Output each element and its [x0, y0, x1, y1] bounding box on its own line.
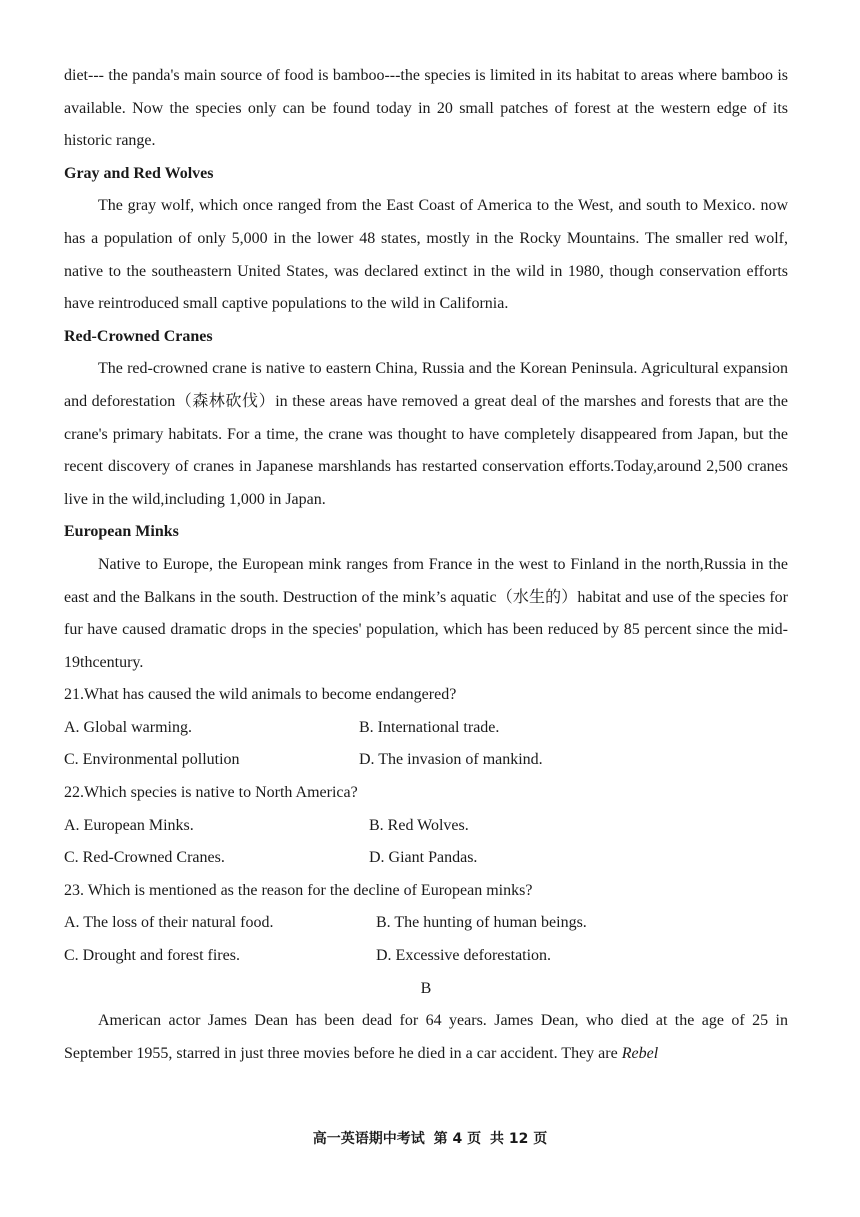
intro-paragraph: diet--- the panda's main source of food is bamboo---the species is limited in its habitat to areas where bamboo is available. Now the species only can be found today in 20 small patches of forest at the western edge of its historic range. — [64, 67, 788, 150]
question-stem: 23. Which is mentioned as the reason for the decline of European minks? — [64, 881, 533, 899]
options-row — [64, 810, 788, 843]
total-pages: 共 12 页 — [490, 1131, 548, 1147]
paragraph-wolves: The gray wolf, which once ranged from the East Coast of America to the West, and south to Mexico. now has a population of only 5,000 in the lower 48 states, mostly in the Rocky Mountains. The smaller red wolf, native to the southeastern United States, was declared extinct in the wild in 1980, though conservation efforts have reintroduced small captive populations to the wild in California. — [64, 197, 788, 313]
option-d: D. Giant Pandas. — [369, 849, 478, 867]
options-row — [64, 940, 788, 973]
options-row — [64, 744, 788, 777]
section-b-letter: B — [420, 979, 432, 997]
paragraph-text: American actor James Dean has been dead for 64 years. James Dean, who died at the age of 25 in September 1955, starred in just three movies before he died in a car accident. They are — [64, 1012, 788, 1062]
question-21 — [64, 679, 788, 777]
option-b: B. The hunting of human beings. — [376, 914, 587, 932]
options-row — [64, 842, 788, 875]
paragraph-cranes: The red-crowned crane is native to eastern China, Russia and the Korean Peninsula. Agricultural expansion and deforestation（森林砍伐）in these areas have removed a great deal of the marshes and forests that are the crane's primary habitats. For a time, the crane was thought to have completely disappeared from Japan, but the recent discovery of cranes in Japanese marshlands has restarted conservation efforts.Today,around 2,500 cranes live in the wild,including 1,000 in Japan. — [64, 360, 788, 508]
movie-title: Rebel — [621, 1044, 659, 1062]
heading-cranes: Red-Crowned Cranes — [64, 327, 213, 345]
question-stem: 21.What has caused the wild animals to become endangered? — [64, 686, 457, 704]
option-a: A. The loss of their natural food. — [64, 914, 274, 932]
paragraph-minks: Native to Europe, the European mink ranges from France in the west to Finland in the north,Russia in the east and the Balkans in the south. Destruction of the mink’s aquatic（水生的）habitat and use of the species for fur have caused dramatic drops in the species' population, which has been reduced by 85 percent since the mid-19thcentury. — [64, 555, 788, 671]
option-b: B. Red Wolves. — [369, 816, 469, 834]
option-a: A. Global warming. — [64, 718, 192, 736]
option-c: C. Drought and forest fires. — [64, 947, 240, 965]
paragraph-james-dean — [64, 1005, 788, 1070]
page-footer — [0, 1128, 860, 1148]
option-a: A. European Minks. — [64, 816, 194, 834]
option-b: B. International trade. — [359, 718, 500, 736]
option-c: C. Red-Crowned Cranes. — [64, 849, 225, 867]
option-d: D. Excessive deforestation. — [376, 947, 552, 965]
question-stem: 22.Which species is native to North America? — [64, 784, 358, 802]
options-row — [64, 712, 788, 745]
question-23 — [64, 875, 788, 973]
options-row — [64, 907, 788, 940]
exam-name: 高一英语期中考试 — [312, 1131, 425, 1147]
page-number: 第 4 页 — [433, 1131, 482, 1147]
heading-wolves: Gray and Red Wolves — [64, 164, 214, 182]
question-22 — [64, 777, 788, 875]
option-d: D. The invasion of mankind. — [359, 751, 543, 769]
option-c: C. Environmental pollution — [64, 751, 240, 769]
heading-minks: European Minks — [64, 523, 179, 541]
